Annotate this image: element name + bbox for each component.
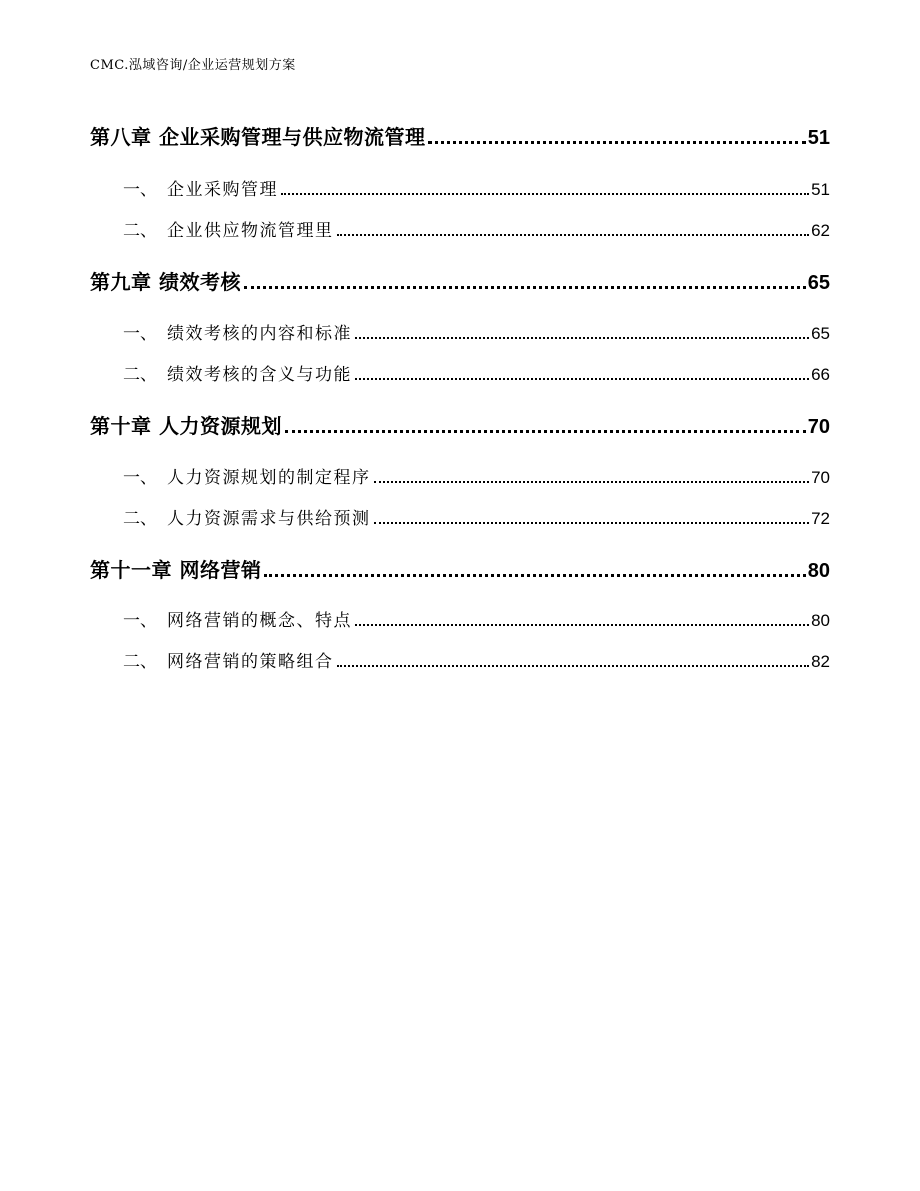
toc-section-number: 一、 [123, 468, 157, 488]
toc-page-number: 51 [811, 180, 830, 199]
toc-section-9-2[interactable] [90, 359, 830, 385]
dot-leader [355, 378, 809, 380]
toc-section-number: 一、 [123, 324, 157, 344]
toc-page-number: 80 [807, 560, 830, 582]
toc-chapter-8[interactable] [90, 120, 830, 150]
toc-page-number: 62 [811, 221, 830, 240]
toc-page-number: 51 [807, 127, 830, 149]
toc-section-number: 一、 [123, 180, 157, 200]
toc-entry-title: 人力资源需求与供给预测 [167, 509, 371, 529]
toc-page-number: 70 [811, 468, 830, 487]
toc-page-number: 80 [811, 611, 830, 630]
toc-chapter-9[interactable] [90, 265, 830, 295]
toc-entry-title: 第八章 企业采购管理与供应物流管理 [90, 125, 426, 149]
dot-leader [355, 624, 809, 626]
toc-page-number: 65 [811, 324, 830, 343]
toc-section-number: 一、 [123, 611, 157, 631]
toc-page-number: 66 [811, 365, 830, 384]
toc-page-number: 72 [811, 509, 830, 528]
toc-section-10-1[interactable] [90, 462, 830, 488]
toc-section-11-1[interactable] [90, 605, 830, 631]
toc-page-number: 65 [807, 272, 830, 294]
toc-chapter-10[interactable] [90, 409, 830, 439]
dot-leader [337, 665, 810, 667]
toc-entry-title: 企业供应物流管理里 [167, 221, 334, 241]
toc-entry-title: 第九章 绩效考核 [90, 270, 241, 294]
toc-page-number: 82 [811, 652, 830, 671]
page-header: CMC.泓域咨询/企业运营规划方案 [90, 58, 296, 73]
toc-section-11-2[interactable] [90, 646, 830, 672]
toc-section-8-1[interactable] [90, 174, 830, 200]
dot-leader [355, 337, 809, 339]
dot-leader [374, 522, 810, 524]
toc-section-number: 二、 [123, 221, 157, 241]
toc-section-10-2[interactable] [90, 503, 830, 529]
toc-section-number: 二、 [123, 365, 157, 385]
toc-entry-title: 第十一章 网络营销 [90, 558, 262, 582]
dot-leader [337, 234, 810, 236]
toc-section-9-1[interactable] [90, 318, 830, 344]
dot-leader [374, 481, 810, 483]
toc-entry-title: 企业采购管理 [167, 180, 278, 200]
toc-entry-title: 网络营销的概念、特点 [167, 611, 352, 631]
dot-leader [285, 430, 806, 433]
toc-page-number: 70 [807, 416, 830, 438]
toc-chapter-11[interactable] [90, 553, 830, 583]
toc-section-number: 二、 [123, 652, 157, 672]
toc-entry-title: 人力资源规划的制定程序 [167, 468, 371, 488]
dot-leader [244, 286, 806, 289]
toc-section-number: 二、 [123, 509, 157, 529]
toc-entry-title: 绩效考核的含义与功能 [167, 365, 352, 385]
toc-entry-title: 网络营销的策略组合 [167, 652, 334, 672]
toc-entry-title: 绩效考核的内容和标准 [167, 324, 352, 344]
toc-entry-title: 第十章 人力资源规划 [90, 414, 282, 438]
dot-leader [264, 574, 805, 577]
dot-leader [281, 193, 809, 195]
toc-section-8-2[interactable] [90, 215, 830, 241]
dot-leader [428, 141, 805, 144]
